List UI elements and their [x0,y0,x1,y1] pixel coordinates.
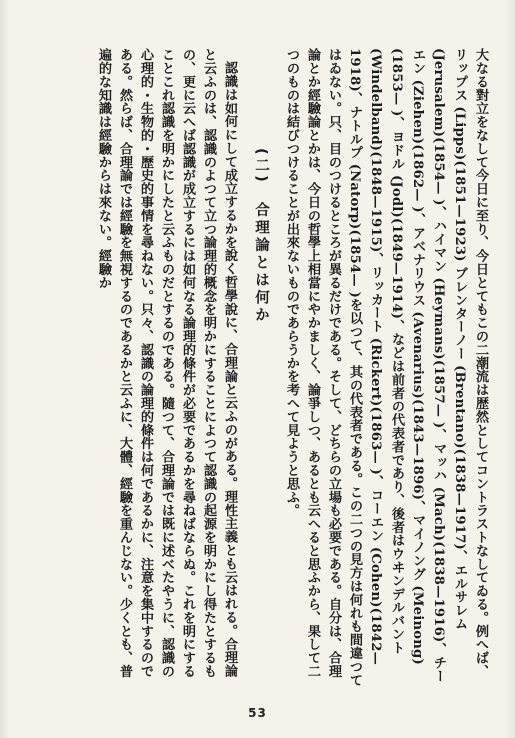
paragraph-continuation: 大なる對立をなして今日に至り、今日とてもこの二潮流は歴然としてコントラストなしてゐる。例へば、リップス (Lipps)(1851—1923) ブレンターノー (Brentano)(1838—1917)、エルサレム (Jerusalem)(1854— )、ハイマン (Heymans)(1857— )、マッハ (Mach)(1838—1916)、チーエン (Ziehen)(1862— )、アベナリウス (Avenarius)(1843—1896)、マイノング (Meinong)(1853— )、ヨドル (Jodl)(1849—1914)、などは前者の代表者であり、後者はウヰンデルバント (Windelband)(1848—1915)、リッカート (Rickert)(1863— )、コーエン (Cohen)(1842—1918)、ナトルプ (Natorp)(1854— )を以つて、其の代表者である。この二つの見方は何れも間違つてはゐない。只、目のつけるところが異るだけである。そして、どちらの立場も必要である。自分は、合理論とか經驗論とかは、今日の哲學上相當にやかましく、論爭しつ、あるとも云へると思ふから、果して二つのものは結びつけることが出來ないものであらうかを考へて見ようと思ふ。 [284,48,488,687]
page-edge-shadow-right [505,0,515,738]
page-number: 53 [248,706,267,720]
vertical-text-block [21,48,491,688]
section-heading: (二) 合理論とは何か [253,148,269,325]
page-edge-shadow-left [0,0,10,738]
paragraph-rationalism: 認識は如何にして成立するかを說く哲學說に、合理論と云ふのがある。理性主義とも云はれる。合理論と云ふのは、認識のよつて立つ論理的概念を明かにすることによつて認識の起源を明かにし得たとするもの、更に云へば認識が成立するには如何なる論理的條件が必要であるかを尋ねばならぬ。これを明にすることこれ認識を明かにしたと云ふものだとするのである。隨つて、合理論では既に述べたやうに、認識の心理的・生物的・歷史的事情を尋ねない。只々、認識の論理的條件は何であるかに、注意を集中するのである。然らば、合理論では經驗を無視するのであるかと云ふに、大體、經驗を重んじない。少くとも、普遍的な知識は經驗からは來ない。經驗か [96,48,237,678]
